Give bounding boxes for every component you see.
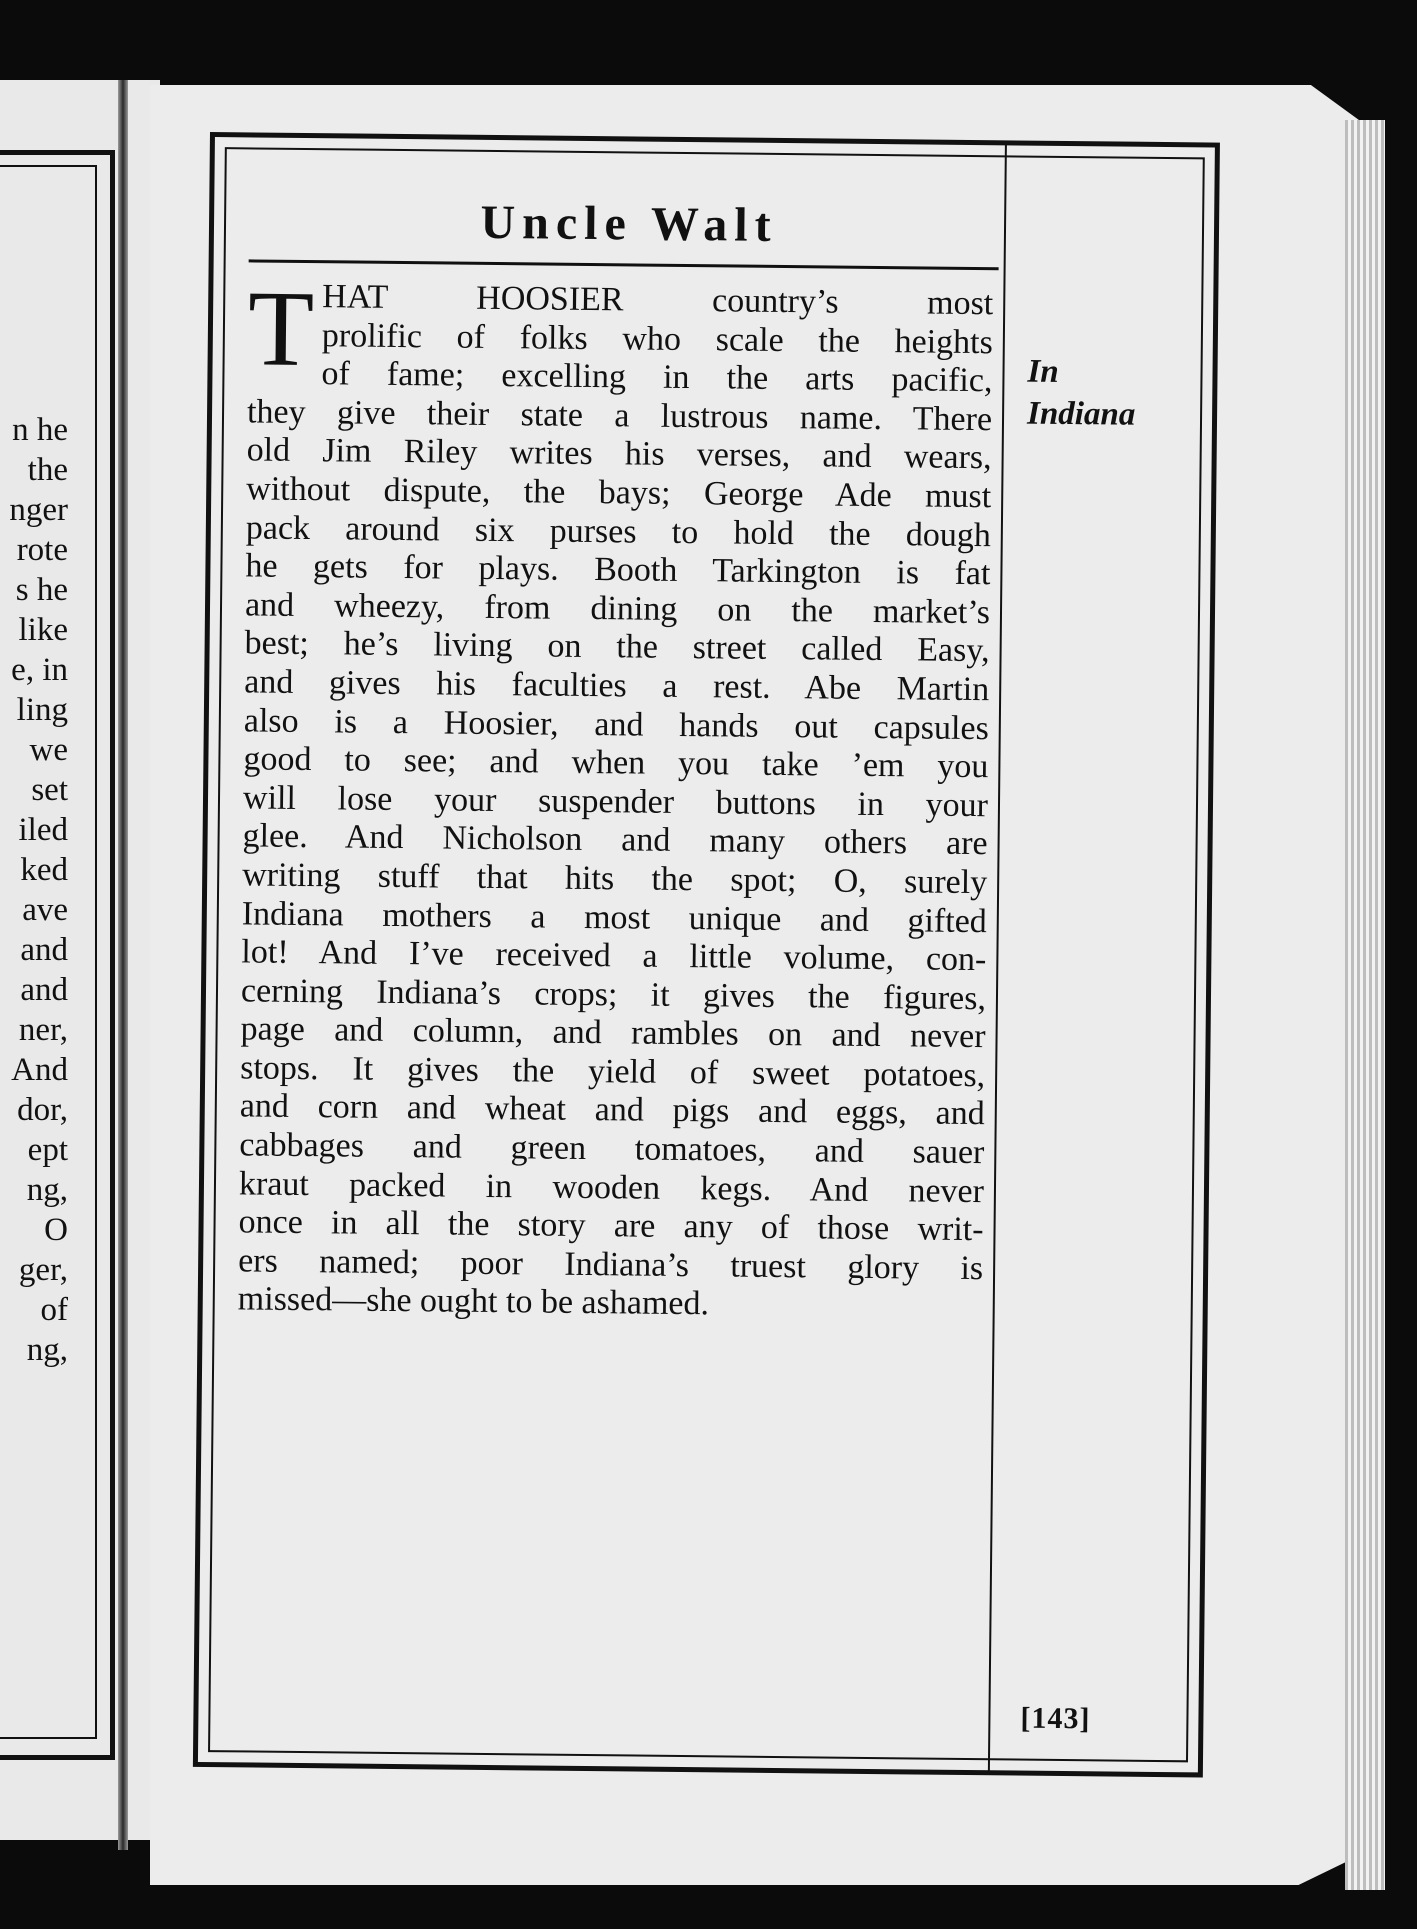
left-page-line: O (44, 1212, 68, 1248)
text-line: will lose your suspender buttons in your (242, 779, 989, 824)
text-line: page and column, and rambles on and never (240, 1010, 986, 1056)
left-page-line: like (18, 612, 68, 648)
text-line: old Jim Riley writes his verses, and wears, (246, 431, 992, 477)
left-page-line: ng, (26, 1172, 68, 1208)
text-line: also is a Hoosier, and hands out capsules (243, 701, 989, 747)
text-line: and gives his faculties a rest. Abe Martin (244, 663, 990, 709)
margin-note-line: In (1027, 353, 1059, 390)
text-line: pack around six purses to hold the dough (245, 508, 992, 554)
page-number: [143] (1020, 1701, 1091, 1736)
text-line: HAT HOOSIER country’s most (322, 278, 994, 323)
text-line: and corn and wheat and pigs and eggs, and (239, 1087, 985, 1133)
left-page-line: s he (15, 572, 68, 608)
text-line: prolific of folks who scale the heights (321, 316, 994, 361)
page-edge (1345, 120, 1385, 1890)
text-line: they give their state a lustrous name. There (246, 393, 993, 438)
left-page-line: ng, (26, 1332, 68, 1368)
left-page-line: And (11, 1052, 68, 1088)
text-line: stops. It gives the yield of sweet potatoes, (240, 1049, 986, 1095)
left-page-line: ked (20, 852, 68, 888)
page-frame (193, 132, 1220, 1777)
left-page-line: ave (22, 892, 68, 928)
poem-body (237, 269, 994, 1327)
left-page-line: of (40, 1292, 68, 1328)
left-page-line: ger, (18, 1252, 68, 1288)
left-page-line: and (20, 972, 68, 1008)
left-page-text (0, 410, 68, 1370)
left-page-line: we (29, 732, 68, 768)
left-page-line: ner, (18, 1012, 68, 1048)
left-page-line: the (27, 452, 68, 488)
text-line: once in all the story are any of those writ- (238, 1203, 984, 1249)
left-page-line: dor, (17, 1092, 68, 1128)
left-page-line: nger (9, 492, 68, 528)
left-page-line: iled (18, 812, 68, 848)
text-line: best; he’s living on the street called Easy, (244, 624, 990, 670)
book-spine (118, 80, 128, 1850)
text-line: he gets for plays. Booth Tarkington is fat (245, 547, 991, 593)
text-line: glee. And Nicholson and many others are (242, 817, 988, 863)
left-page-line: rote (16, 532, 68, 568)
left-page-line: and (20, 932, 68, 968)
text-line: kraut packed in wooden kegs. And never (238, 1165, 985, 1210)
text-line: lot! And I’ve received a little volume, con- (241, 933, 987, 979)
text-line: cerning Indiana’s crops; it gives the figures, (240, 972, 987, 1017)
text-line: of fame; excelling in the arts pacific, (321, 355, 993, 400)
text-line: good to see; and when you take ’em you (243, 740, 989, 786)
margin-note (1027, 351, 1178, 437)
left-page-line: set (31, 772, 68, 808)
text-line: without dispute, the bays; George Ade must (246, 470, 992, 516)
drop-cap: T (247, 269, 315, 390)
page-title: Uncle Walt (480, 195, 778, 252)
text-line: writing stuff that hits the spot; O, surely (242, 856, 988, 902)
margin-note-line: Indiana (1026, 395, 1136, 433)
left-page (0, 80, 160, 1840)
text-line: Indiana mothers a most unique and gifted (241, 894, 987, 940)
text-line: missed—she ought to be ashamed. (237, 1280, 710, 1323)
left-page-line: e, in (11, 652, 68, 688)
text-line: and wheezy, from dining on the market’s (244, 586, 991, 631)
text-line: ers named; poor Indiana’s truest glory is (237, 1242, 984, 1288)
text-line: cabbages and green tomatoes, and sauer (239, 1126, 985, 1172)
left-page-line: ling (16, 692, 68, 728)
left-page-line: n he (12, 412, 68, 448)
left-page-line: ept (27, 1132, 68, 1168)
